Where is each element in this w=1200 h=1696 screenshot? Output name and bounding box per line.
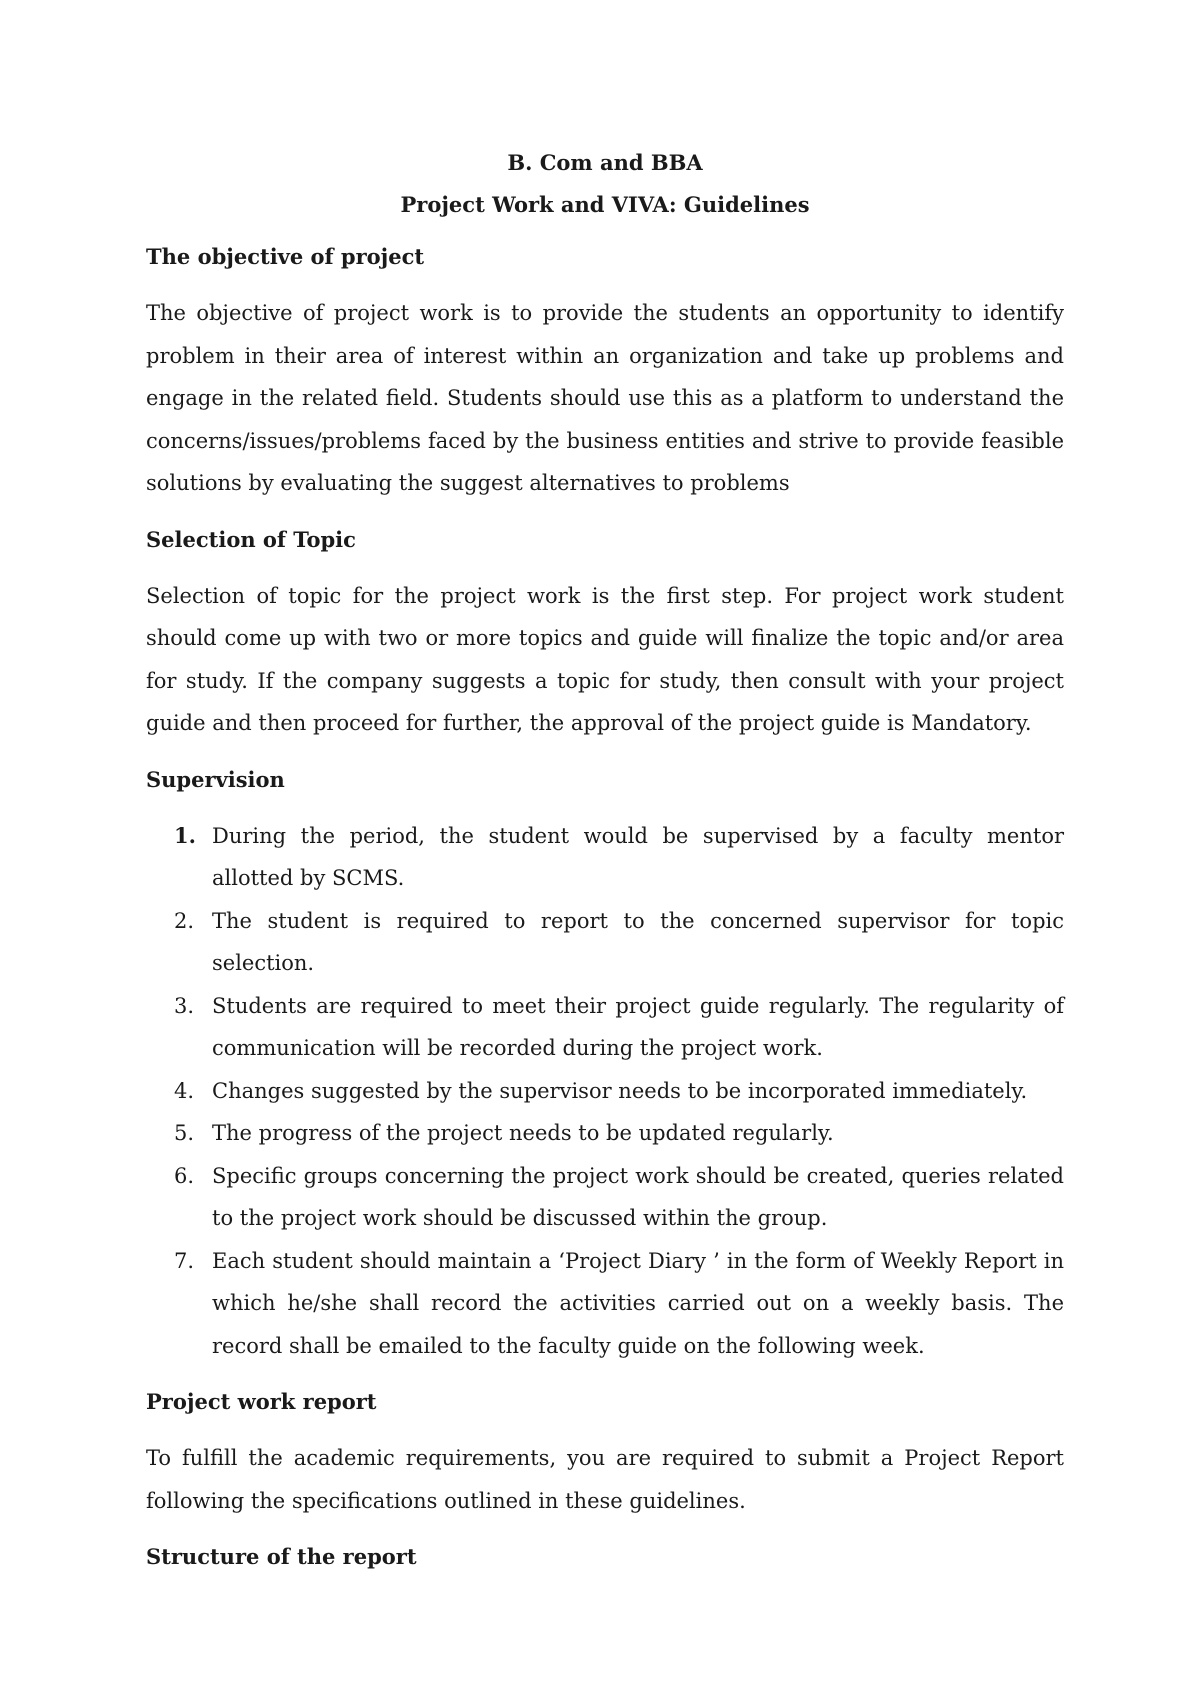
section-heading-objective: The objective of project: [146, 244, 425, 269]
document-title-line2: Project Work and VIVA: Guidelines: [400, 192, 810, 217]
section-paragraph-objective: The objective of project work is to provide the students an opportunity to identify problem in their area of interest within an organization and take up problems and engage in the related field. Students should use this as a platform to understand the concerns/issues/problems faced by the business entities and strive to provide feasible solutions by evaluating the suggest alternatives to problems: [146, 301, 1064, 495]
section-heading-report: Project work report: [146, 1389, 377, 1414]
list-item: [146, 1070, 1064, 1113]
list-item-number: 2.: [174, 908, 195, 933]
list-item: [146, 815, 1064, 900]
list-item-text: During the period, the student would be supervised by a faculty mentor allotted by SCMS.: [212, 823, 1064, 890]
list-item-number: 3.: [174, 993, 195, 1018]
list-item-number: 7.: [174, 1248, 195, 1273]
list-item: [146, 1112, 1064, 1155]
section-heading-supervision: Supervision: [146, 766, 285, 792]
list-item-number: 6.: [174, 1163, 195, 1188]
section-paragraph-report: To fulfill the academic requirements, you are required to submit a Project Report following the specifications outlined in these guidelines.: [146, 1446, 1064, 1513]
list-item-number: 5.: [174, 1121, 195, 1145]
list-item: [146, 900, 1064, 985]
list-item-text: Students are required to meet their project guide regularly. The regularity of communication will be recorded during the project work.: [212, 993, 1064, 1060]
document-title-line1: B. Com and BBA: [507, 150, 703, 175]
list-item-text: The progress of the project needs to be updated regularly.: [212, 1121, 834, 1145]
list-item-text: Changes suggested by the supervisor needs to be incorporated immediately.: [212, 1078, 1028, 1103]
section-heading-structure: Structure of the report: [146, 1544, 417, 1569]
supervision-list: [146, 815, 1064, 1368]
list-item-text: Specific groups concerning the project work should be created, queries related to the project work should be discussed within the group.: [212, 1163, 1064, 1230]
list-item: [146, 1240, 1064, 1368]
list-item: [146, 985, 1064, 1070]
list-item-number: 1.: [174, 822, 196, 848]
section-paragraph-topic: Selection of topic for the project work is the first step. For project work student should come up with two or more topics and guide will finalize the topic and/or area for study. If the company suggests a topic for study, then consult with your project guide and then proceed for further, the approval of the project guide is Mandatory.: [146, 583, 1064, 735]
list-item-text: The student is required to report to the concerned supervisor for topic selection.: [212, 908, 1064, 975]
list-item-number: 4.: [174, 1078, 195, 1103]
list-item-text: Each student should maintain a ‘Project Diary ’ in the form of Weekly Report in which he/she shall record the activities carried out on a weekly basis. The record shall be emailed to the faculty guide on the following week.: [212, 1248, 1064, 1358]
list-item: [146, 1155, 1064, 1240]
section-heading-topic: Selection of Topic: [146, 526, 356, 552]
document-content: [146, 142, 1064, 1572]
